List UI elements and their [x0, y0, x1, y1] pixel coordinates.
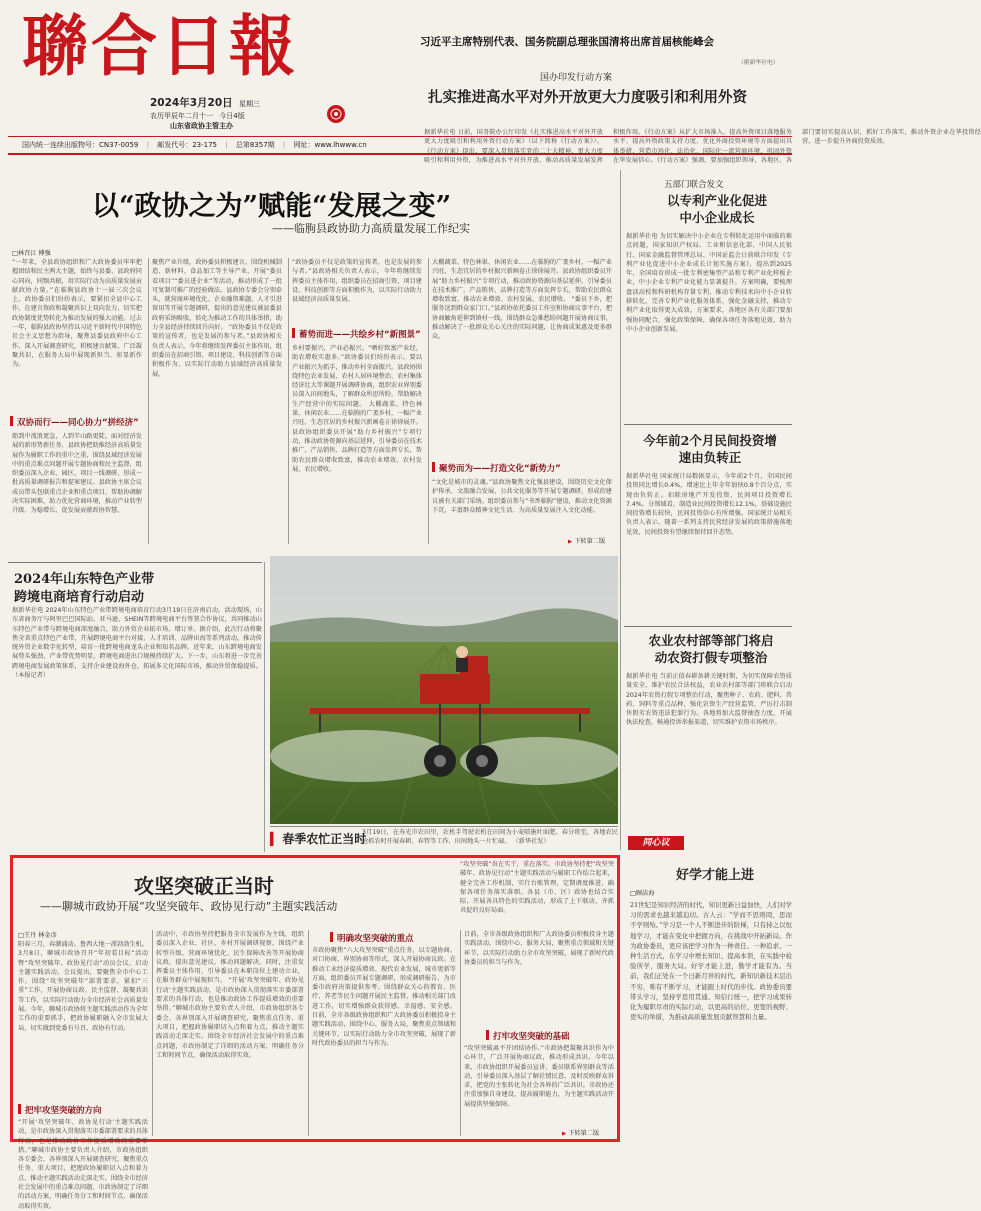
header-news-1-credit: （据新华社电）	[738, 60, 779, 66]
right-story-1-pretitle: 五部门联合发文	[664, 180, 724, 190]
issue-date-block	[150, 96, 330, 131]
issue-weekday: 星期三	[239, 100, 260, 108]
issue-date: 2024年3月20日	[150, 97, 233, 109]
feature-col-3: 市政协聚焦“六大攻坚突破”重点任务，以专题协商、对口协商、界别协商等形式，深入开展协商议政。在推动工业经济提质增效、现代农业发展、城市更新等方面，组织委员开展专题调研，形成调研报告，为市委市政府决策提供参考。围绕群众关心的教育、医疗、养老等民生问题开展民主监督，推动相关部门改进工作，切实增强群众获得感、幸福感、安全感。 目前，全市各级政协组织和广大政协委员积极投身主题实践活动，围绕中心、服务大局，聚焦重点领域和关键环节，以实际行动助力全市攻坚突破，展现了新时代政协委员的担当与作为。	[312, 947, 456, 1047]
left-story-title-2[interactable]: 跨境电商培育行动启动	[14, 590, 145, 605]
feature-subhead-1: 把牢攻坚突破的方向	[18, 1104, 102, 1116]
newspaper-title: 聯合日報	[22, 7, 298, 85]
lead-subhead-1: 双协而行——同心协力“拼经济”	[10, 416, 139, 428]
right-story-2-title[interactable]: 今年前2个月民间投资增速由负转正	[643, 433, 777, 465]
right-story-2-body: 据新华社电 国家统计局数据显示，今年前2个月，全国民间投资同比增长0.4%，增速比上年全年加快0.8个百分点，实现由负转正。扣除房地产开发投资，民间项目投资增长7.4%。分领域看，制造业民间投资增长12.1%，基础设施民间投资增长较快，民间投资信心有所增强。国家统计局相关负责人表示，随着一系列支持民营经济发展的政策措施落地见效，民间投资有望继续保持回升态势。	[626, 473, 792, 536]
photo-caption: 3月19日，在寿光市农田里，农机手驾驶农机在田间为小麦喷施叶面肥。春分将至，各地农民抢抓农时开展春耕、春管等工作，田间地头一片忙碌。 （新华社发）	[362, 829, 618, 846]
feature-subhead-2: 明确攻坚突破的重点	[330, 932, 414, 944]
postal-code: 邮发代号：23-175	[157, 141, 217, 149]
opinion-body: 21世纪是知识经济的时代，知识更新日益加快，人们对学习的需求也越来越迫切。古人云：“学而不思则罔，思而不学则殆。”学习是一个人不断进步的阶梯，只有持之以恒地学习，才能在变化中把握方向，在挑战中开拓新局。作为政协委员，更应该把学习作为一种责任、一种追求、一种生活方式，在学习中增长知识、提高本领，在实践中检验所学、服务大局。好学才能上进，勤学才能有为。当前，我们正处在一个日新月异的时代，新知识新技术层出不穷，唯有不断学习，才能跟上时代的步伐。政协委员要带头学习，坚持学思用贯通、知信行统一，把学习成果转化为履职尽责的实际行动，以更高的站位、更宽的视野、更实的举措，为推动高质量发展贡献智慧和力量。	[630, 901, 792, 1022]
feature-col-2: 活动中，市政协坚持把服务全市发展作为主线，组织委员深入企业、社区、乡村开展调研视察，围绕产业转型升级、营商环境优化、民生保障改善等开展协商议政，提出意见建议，推动问题解决。同时，注重发挥委员主体作用，引导委员在本职岗位上建功立业，在服务群众中展现担当。 “开展‘攻坚突破年、政协见行动’主题实践活动，是市政协深入贯彻落实市委部署要求的具体行动，也是推动政协工作提质增效的重要举措。”聊城市政协主要负责人介绍，市政协组织各专委会、各界别深入开展调查研究，聚焦重点任务、重大项目，把握政协履职切入点和着力点，推动主题实践活动走深走实。围绕全市经济社会发展中的重点难点问题，市政协制定了详细的活动方案，明确任务分工和时间节点，确保活动取得实效。	[156, 931, 305, 1059]
publisher: 山东省政协主管主办	[170, 122, 233, 130]
header-news-2-pretitle: 国办印发行动方案	[540, 73, 613, 83]
feature-title[interactable]: 攻坚突破正当时	[134, 874, 274, 898]
left-story-body: 据新华社电 2024年山东特色产业带跨境电商培育行动3月19日在济南启动。活动现场，山东省商务厅与阿里巴巴国际站、亚马逊、SHEIN等跨境电商平台签署合作协议，共同推动山东特色产业带与跨境电商深度融合，助力外贸企业拓市场、增订单。据介绍，此次行动将聚焦全省重点特色产业带，开展跨境电商平台对接、人才培训、品牌出海等系列活动，推动传统外贸企业数字化转型，培育一批跨境电商龙头企业和知名品牌。近年来，山东跨境电商发展势头强劲，产业带优势明显，跨境电商进出口规模持续扩大。下一步，山东将进一步完善跨境电商发展政策体系，支持企业建设海外仓，拓展多元化国际市场，推动外贸保稳提质。 （本报记者）	[12, 607, 262, 680]
right-story-3-title[interactable]: 农业农村部等部门将启动农资打假专项整治	[648, 633, 774, 665]
website-link[interactable]: 网址：www.lhwww.cn	[293, 141, 367, 149]
total-issue: 总第8357期	[235, 141, 275, 149]
lead-col-3a: “政协委员不仅是政策的宣传者，也是发展的参与者。”县政协相关负责人表示，今年将继续发挥委员主体作用，组织委员在招商引资、项目建设、科技创新等方面积极作为，以实际行动助力县域经济高质量发展。	[292, 259, 422, 304]
left-story-title-1[interactable]: 2024年山东特色产业带	[14, 572, 155, 587]
edition-count: 今日4版	[219, 112, 245, 120]
news-photo-farm-sprayer	[270, 556, 618, 824]
column-tag: 同心议	[628, 836, 684, 850]
right-story-1-title[interactable]: 以专利产业化促进中小企业成长	[666, 193, 767, 225]
lead-subhead-3: 聚势而为——打造文化“新势力”	[432, 462, 561, 474]
lead-continue-link[interactable]: ▶ 下转第二版	[568, 536, 605, 545]
feature-col-1b: “开展‘攻坚突破年、政协见行动’主题实践活动，是市政协深入贯彻落实市委部署要求的具体行动，也是推动政协工作提质增效的重要举措。”聊城市政协主要负责人介绍，市政协组织各专委会、各界别深入开展调查研究，聚焦重点任务、重大项目，把握政协履职切入点和着力点，推动主题实践活动走深走实。围绕全市经济社会发展中的重点难点问题，市政协制定了详细的活动方案，明确任务分工和时间节点，确保活动取得实效。	[18, 1119, 148, 1210]
feature-subtitle: ——聊城市政协开展“攻坚突破年、政协见行动”主题实践活动	[40, 900, 338, 913]
lead-subhead-2: 蓄势而进——共绘乡村“新图景”	[292, 328, 421, 340]
lead-col-4a: 大棚蔬菜、特色林果、休闲农业……在临朐的广袤乡村，一幅产业兴旺、生态宜居的乡村振兴新画卷正徐徐展开。县政协组织委员开展“助力乡村振兴”专项行动，推动政协资源向基层延伸，引导委员在技术推广、产品销售、品牌打造等方面发挥专长，帮助农民群众增收致富，推动农业增效、农村发展、农民增收。 “委员下乡，把服务送到群众家门口。”县政协依托委员工作室和协商议事平台，把协商触角延伸到镇村一线，围绕群众急难愁盼问题开展协商议事，推动解决了一批群众关心关注的实际问题，让协商成果惠及更多群众。	[432, 259, 612, 341]
lead-col-3b: 乡村要振兴，产业必振兴。“晒好致富产业经，助农增收实惠多。”政协委员们纷纷表示，要以产业振兴为抓手，推动乡村全面振兴。县政协围绕特色农业发展、农村人居环境整治、农村集体经济壮大等课题开展调研协商，组织农业界别委员深入田间地头，了解群众所思所盼，帮助解决生产经营中的实际问题。 大棚蔬菜、特色林果、休闲农业……在临朐的广袤乡村，一幅产业兴旺、生态宜居的乡村振兴新画卷正徐徐展开。县政协组织委员开展“助力乡村振兴”专项行动，推动政协资源向基层延伸，引导委员在技术推广、产品销售、品牌打造等方面发挥专长，帮助农民群众增收致富，推动农业增效、农村发展、农民增收。	[292, 345, 423, 473]
photo-caption-title: ▍ 春季农忙正当时	[270, 832, 367, 846]
feature-col-4c: “攻坚突破离不开团结协作。”市政协把凝聚共识作为中心环节，广泛开展协商议政，推动形成共识。今年以来，市政协组织开展委员宣讲、委员联系界别群众等活动，引导委员深入基层了解社情民意，及时反映群众诉求，把党的主张转化为社会各界的广泛共识。市政协还注重加强自身建设，提高履职能力，为主题实践活动开展提供坚强保障。	[464, 1045, 614, 1108]
right-story-1-body: 据新华社电 为切实解决中小企业在专利转化运用中面临的难点问题，国家知识产权局、工业和信息化部、中国人民银行、国家金融监督管理总局、中国证监会日前联合印发《专利产业化促进中小企业成长计划实施方案》，提出到2025年，全国培育形成一批专利密集型产品和专利产业化样板企业，中小企业专利产业化能力显著提升。方案明确，要梳理盘活高校和科研机构存量专利，推动专利技术向中小企业转移转化，完善专利产业化服务体系，强化金融支持，推动专利产业化取得更大成效。方案要求，各地区各有关部门要加强协同配合，强化政策保障，确保各项任务落地见效，助力中小企业创新发展。	[626, 233, 792, 333]
header-news-1[interactable]: 习近平主席特别代表、国务院副总理张国清将出席首届核能峰会	[420, 36, 714, 48]
opinion-title[interactable]: 好学才能上进	[676, 868, 755, 883]
header-news-2-title[interactable]: 扎实推进高水平对外开放更大力度吸引和利用外资	[428, 89, 747, 106]
publication-info-bar: 国内统一连续出版物号：CN37-0059 | 邮发代号：23-175 | 总第8357期 | 网址：www.lhwww.cn	[22, 141, 367, 149]
lead-byline: □林召江 傅强	[12, 250, 51, 257]
lead-col-1b: 船到中流浪更急，人到半山路更陡。面对经济发展的新形势新任务，县政协把助推经济高质量发展作为履职工作的重中之重，围绕县域经济发展中的重点难点问题开展专题协商和民主监督，组织委员深入企业、园区、项目一线调研，形成一批高质量调研报告和提案建议。县政协主席会议成员带头包联重点企业和重点项目，帮助协调解决实际困难，助力优化营商环境，推动产业转型升级，为稳增长、促发展贡献政协智慧。	[12, 433, 142, 515]
feature-col-4b: 目前，全市各级政协组织和广大政协委员积极投身主题实践活动，围绕中心、服务大局，聚焦重点领域和关键环节，以实际行动助力全市攻坚突破，展现了新时代政协委员的担当与作为。	[464, 931, 614, 966]
lead-col-2: 聚焦产业升级，政协委员积极建言。围绕机械制造、新材料、食品加工等主导产业，开展“委员看项目”“委员进企业”等活动，推动形成了一批可复制可推广的经验做法。县政协专委会分别牵头，就营商环境优化、企业融资难题、人才引进留用等开展专题调研，提出的意见建议被县委县政府采纳吸收，转化为推动工作的具体举措，助力全县经济持续回升向好。 “政协委员不仅是政策的宣传者，也是发展的参与者。”县政协相关负责人表示，今年将继续发挥委员主体作用，组织委员在招商引资、项目建设、科技创新等方面积极作为，以实际行动助力县域经济高质量发展。	[152, 259, 283, 378]
lead-col-1: “一年来，全县政协组织和广大政协委员牢牢把握团结和民主两大主题，始终与县委、县政府同心同向，同频共振，用实际行动为高质量发展贡献政协力量。”在临朐县政协十一届三次会议上，政协委员们纷纷表示，要紧扣全县中心工作，在建言资政和凝聚共识上双向发力，切实把政协制度优势转化为推动发展的强大动能。过去一年，临朐县政协坚持以习近平新时代中国特色社会主义思想为指导，聚焦县委县政府中心工作，深入开展调查研究，积极建言献策，广泛凝聚共识，在服务大局中展现新担当、彰显新作为。	[12, 259, 142, 369]
lead-headline[interactable]: 以“政协之为”赋能“发展之变”	[92, 191, 452, 222]
feature-col-4a: “攻坚突破”贵在实干，重在落实。市政协坚持把“攻坚突破年、政协见行动”主题实践活动与履职工作结合起来，健全完善工作机制，实行台账管理，定期调度推进，确保各项任务落实落细。各县（市、区）政协也结合实际，开展各具特色的实践活动，形成了上下联动、齐抓共促的良好局面。	[460, 861, 614, 915]
feature-continue-link[interactable]: ▶ 下转第二版	[562, 1128, 599, 1137]
header-news-2-body: 据新华社电 日前，国务院办公厅印发《扎实推进高水平对外开放更大力度吸引和利用外资行动方案》（以下简称《行动方案》）。《行动方案》提出，要深入贯彻落实党的二十大精神，更大力度吸引和利用外资，为推进高水平对外开放、推动高质量发展发挥积极作用。《行动方案》从扩大市场准入、提高外资项目落地服务水平、提高外资政策支持力度、优化外商投资环境等方面提出具体举措，营造市场化、法治化、国际化一流营商环境，巩固外资在华发展信心。《行动方案》强调，要加强组织领导，各地区、各部门要切实提高认识，抓好工作落实，推动外资企业在华投资经营，进一步提升外商投资质效。	[424, 129, 981, 164]
issn-info: 国内统一连续出版物号：CN37-0059	[22, 141, 139, 149]
lead-col-4b: “文化是城市的灵魂。”县政协聚焦文化强县建设，围绕历史文化保护传承、文旅融合发展、公共文化服务等开展专题调研，形成的建议被有关部门采纳。组织委员参与“书香临朐”建设，推动文化资源下沉，丰富群众精神文化生活，为高质量发展注入文化动能。	[432, 479, 612, 514]
opinion-byline: □顾洁海	[630, 890, 655, 897]
lead-subtitle: ——临朐县政协助力高质量发展工作纪实	[272, 222, 470, 235]
lunar-date: 农历甲辰年二月十一	[150, 112, 213, 120]
feature-col-1: 阳春三月，春潮涌动。鲁西大地一派勃勃生机。3月8日，聊城市政协召开“年初看目标”活动暨“攻坚突破年、政协见行动”动员会议，启动主题实践活动。会议提出，要聚焦全市中心工作，围绕“攻坚突破年”部署要求，紧扣“三重”工作，开展协商议政、民主监督、凝聚共识等工作，以实际行动助力全市经济社会高质量发展。今年，聊城市政协将主题实践活动作为全年工作的重要抓手，把政协履职融入全市发展大局，切实做到党委有号召、政协有行动。	[18, 941, 148, 1032]
feature-byline: □王丹 林金彦	[18, 932, 57, 939]
feature-subhead-3: 打牢攻坚突破的基础	[486, 1030, 570, 1042]
right-story-3-body: 据新华社电 当前正值春耕备耕关键时期，为切实保障农资质量安全，维护农民合法权益，农业农村部等部门将联合启动2024年农资打假专项整治行动，聚焦种子、农药、肥料、兽药、饲料等重点品种，强化农资生产经营监管，严厉打击制售假劣农资违法犯罪行为。各地将加大监督抽查力度，开展执法检查，畅通投诉举报渠道，切实维护农资市场秩序。	[626, 673, 792, 727]
